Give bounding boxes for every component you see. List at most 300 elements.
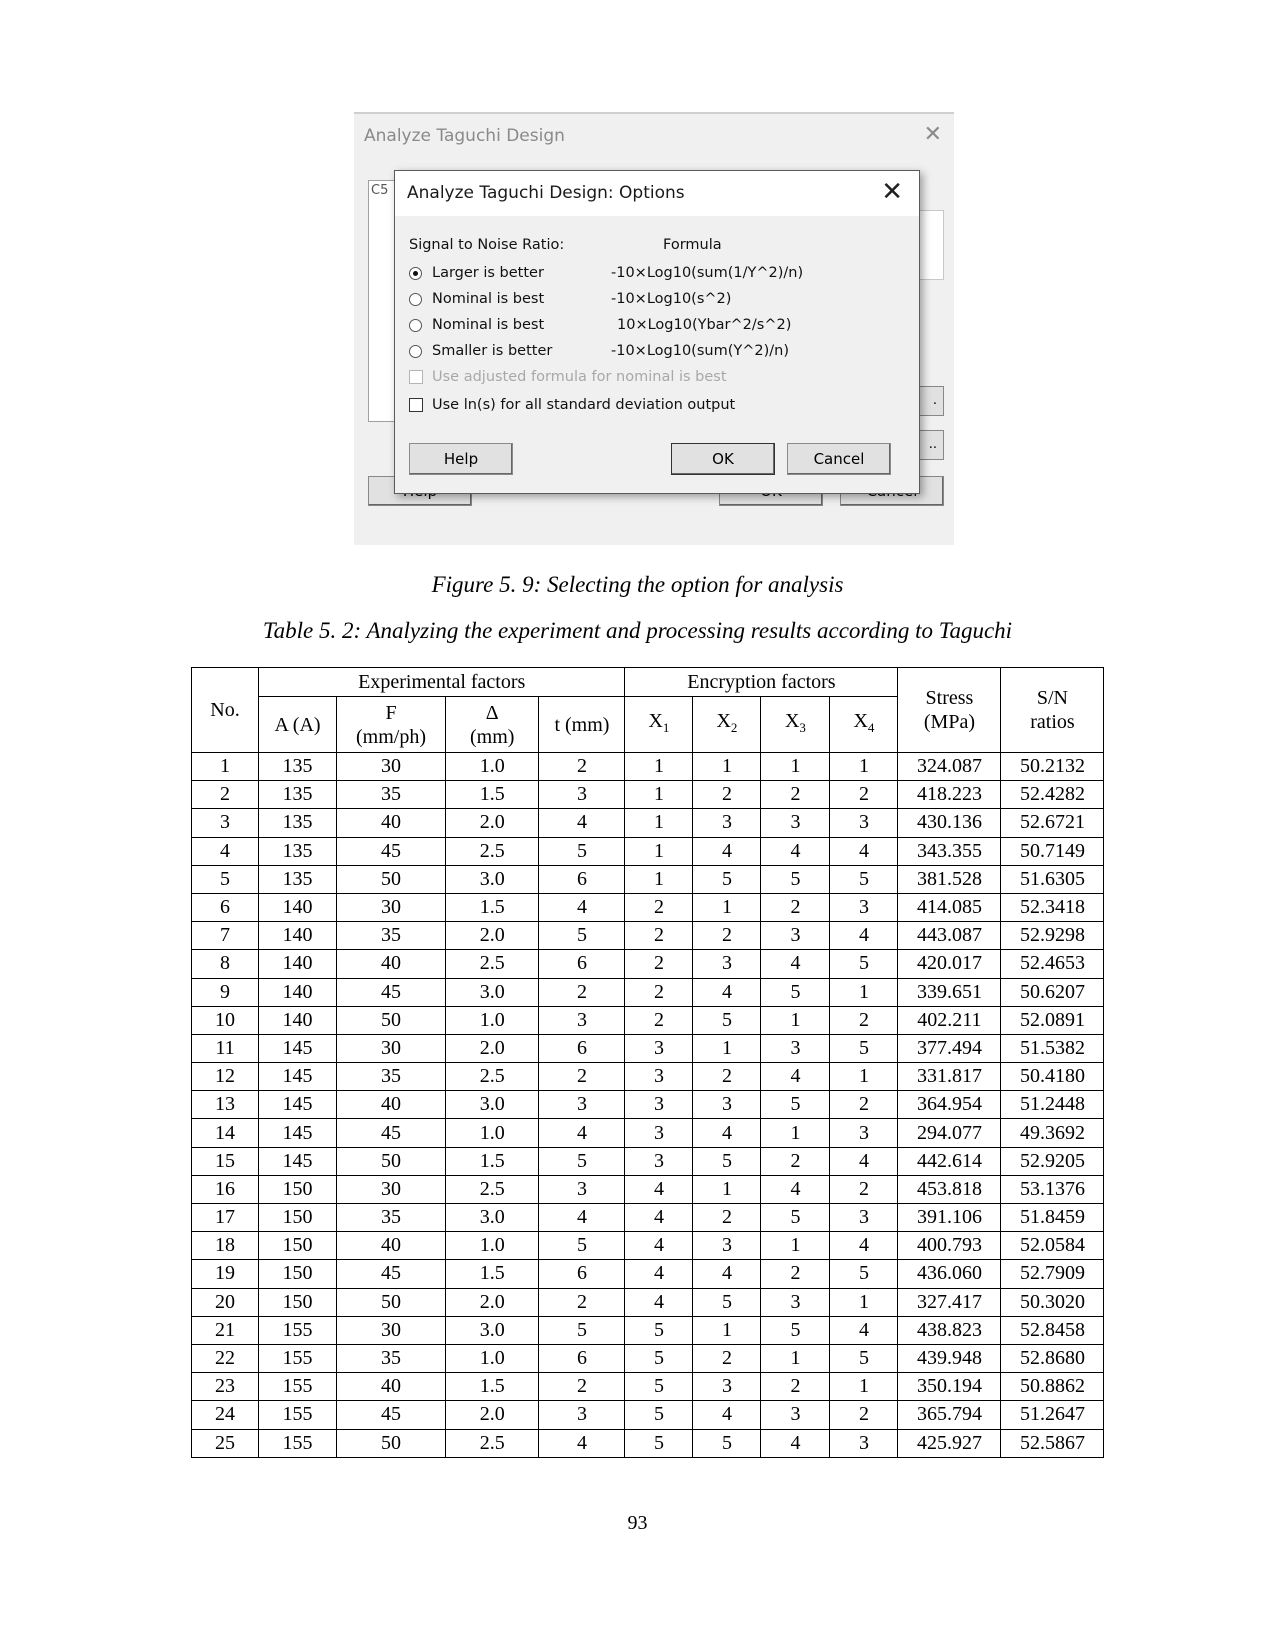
table-cell: 19 bbox=[192, 1260, 259, 1288]
table-cell: 15 bbox=[192, 1147, 259, 1175]
table-cell: 1 bbox=[625, 781, 693, 809]
table-cell: 3.0 bbox=[446, 865, 539, 893]
table-cell: 50 bbox=[337, 865, 446, 893]
outer-side-button-1[interactable]: . bbox=[902, 386, 944, 416]
help-button[interactable]: Help bbox=[409, 443, 513, 475]
table-cell: 140 bbox=[259, 1006, 337, 1034]
table-cell: 5 bbox=[761, 978, 830, 1006]
table-row bbox=[192, 893, 1104, 921]
table-cell: 414.085 bbox=[898, 893, 1001, 921]
table-cell: 4 bbox=[693, 978, 761, 1006]
table-cell: 1 bbox=[625, 753, 693, 781]
table-cell: 3 bbox=[761, 922, 830, 950]
table-cell: 50.3020 bbox=[1001, 1288, 1104, 1316]
table-cell: 1 bbox=[830, 1063, 898, 1091]
table-cell: 2.0 bbox=[446, 922, 539, 950]
table-cell: 3.0 bbox=[446, 1204, 539, 1232]
table-cell: 2 bbox=[761, 893, 830, 921]
table-cell: 2.5 bbox=[446, 837, 539, 865]
table-cell: 4 bbox=[625, 1204, 693, 1232]
table-cell: 145 bbox=[259, 1147, 337, 1175]
table-cell: 1.5 bbox=[446, 1373, 539, 1401]
checkbox-icon[interactable] bbox=[409, 398, 423, 412]
header-x1: $X_1$ bbox=[625, 697, 693, 753]
table-cell: 3 bbox=[830, 809, 898, 837]
table-cell: 4 bbox=[830, 1232, 898, 1260]
table-cell: 2 bbox=[625, 1006, 693, 1034]
table-cell: 150 bbox=[259, 1204, 337, 1232]
table-cell: 1.0 bbox=[446, 1344, 539, 1372]
table-row bbox=[192, 1344, 1104, 1372]
table-cell: 2 bbox=[539, 753, 625, 781]
table-cell: 52.8458 bbox=[1001, 1316, 1104, 1344]
header-stress: Stress (MPa) bbox=[898, 668, 1001, 753]
table-cell: 5 bbox=[830, 865, 898, 893]
table-cell: 4 bbox=[693, 837, 761, 865]
table-cell: 3 bbox=[830, 1204, 898, 1232]
table-cell: 5 bbox=[539, 1147, 625, 1175]
table-row bbox=[192, 1175, 1104, 1203]
table-cell: 5 bbox=[693, 865, 761, 893]
table-cell: 436.060 bbox=[898, 1260, 1001, 1288]
table-cell: 3 bbox=[625, 1147, 693, 1175]
table-cell: 11 bbox=[192, 1034, 259, 1062]
table-cell: 50.8862 bbox=[1001, 1373, 1104, 1401]
table-cell: 155 bbox=[259, 1401, 337, 1429]
table-cell: 442.614 bbox=[898, 1147, 1001, 1175]
list-item[interactable]: C5 bbox=[371, 183, 389, 198]
table-row bbox=[192, 1063, 1104, 1091]
close-icon[interactable]: ✕ bbox=[881, 177, 903, 207]
table-cell: 155 bbox=[259, 1429, 337, 1457]
header-encryption-factors: Encryption factors bbox=[625, 668, 898, 697]
formula-text: -10×Log10(s^2) bbox=[611, 291, 732, 307]
table-cell: 400.793 bbox=[898, 1232, 1001, 1260]
table-cell: 381.528 bbox=[898, 865, 1001, 893]
table-cell: 140 bbox=[259, 950, 337, 978]
table-cell: 4 bbox=[761, 837, 830, 865]
table-cell: 49.3692 bbox=[1001, 1119, 1104, 1147]
table-cell: 5 bbox=[539, 1232, 625, 1260]
options-dialog bbox=[394, 170, 920, 494]
table-cell: 3 bbox=[693, 950, 761, 978]
formula-text: 10×Log10(Ybar^2/s^2) bbox=[617, 317, 792, 333]
table-cell: 35 bbox=[337, 922, 446, 950]
ok-button[interactable]: OK bbox=[671, 443, 775, 475]
table-cell: 51.5382 bbox=[1001, 1034, 1104, 1062]
table-cell: 135 bbox=[259, 753, 337, 781]
table-cell: 30 bbox=[337, 893, 446, 921]
table-cell: 145 bbox=[259, 1063, 337, 1091]
table-cell: 52.5867 bbox=[1001, 1429, 1104, 1457]
dialog-screenshot bbox=[354, 112, 954, 543]
table-cell: 40 bbox=[337, 809, 446, 837]
header-experimental-factors: Experimental factors bbox=[259, 668, 625, 697]
table-row bbox=[192, 1260, 1104, 1288]
table-cell: 2 bbox=[625, 893, 693, 921]
table-cell: 4 bbox=[625, 1175, 693, 1203]
radio-checked-icon[interactable] bbox=[409, 267, 422, 280]
table-cell: 4 bbox=[761, 1063, 830, 1091]
table-cell: 2 bbox=[761, 1147, 830, 1175]
table-cell: 135 bbox=[259, 837, 337, 865]
table-cell: 5 bbox=[625, 1344, 693, 1372]
table-cell: 135 bbox=[259, 865, 337, 893]
table-cell: 4 bbox=[693, 1119, 761, 1147]
table-cell: 40 bbox=[337, 1091, 446, 1119]
figure-caption: Figure 5. 9: Selecting the option for analysis bbox=[431, 572, 844, 597]
table-cell: 1 bbox=[625, 809, 693, 837]
table-cell: 4 bbox=[830, 837, 898, 865]
table-cell: 430.136 bbox=[898, 809, 1001, 837]
table-row bbox=[192, 1147, 1104, 1175]
header-t: t (mm) bbox=[539, 697, 625, 753]
table-cell: 2 bbox=[625, 922, 693, 950]
table-cell: 439.948 bbox=[898, 1344, 1001, 1372]
table-cell: 3 bbox=[625, 1119, 693, 1147]
table-cell: 135 bbox=[259, 809, 337, 837]
table-cell: 4 bbox=[625, 1260, 693, 1288]
table-cell: 10 bbox=[192, 1006, 259, 1034]
table-cell: 331.817 bbox=[898, 1063, 1001, 1091]
header-sn-ratios: S/N ratios bbox=[1001, 668, 1104, 753]
table-cell: 2.5 bbox=[446, 1175, 539, 1203]
table-cell: 364.954 bbox=[898, 1091, 1001, 1119]
table-cell: 51.2647 bbox=[1001, 1401, 1104, 1429]
table-cell: 35 bbox=[337, 1204, 446, 1232]
table-cell: 5 bbox=[761, 1091, 830, 1119]
table-cell: 5 bbox=[761, 865, 830, 893]
table-cell: 50 bbox=[337, 1288, 446, 1316]
table-cell: 5 bbox=[539, 922, 625, 950]
table-cell: 2 bbox=[693, 922, 761, 950]
checkbox-adjusted-formula: Use adjusted formula for nominal is best bbox=[409, 369, 727, 385]
table-cell: 150 bbox=[259, 1232, 337, 1260]
table-cell: 2 bbox=[761, 1373, 830, 1401]
outer-side-button-2[interactable]: .. bbox=[902, 430, 944, 460]
table-cell: 53.1376 bbox=[1001, 1175, 1104, 1203]
table-row bbox=[192, 950, 1104, 978]
table-cell: 5 bbox=[625, 1373, 693, 1401]
table-cell: 2 bbox=[192, 781, 259, 809]
table-cell: 3 bbox=[625, 1063, 693, 1091]
table-cell: 51.6305 bbox=[1001, 865, 1104, 893]
table-cell: 3 bbox=[830, 1119, 898, 1147]
table-body bbox=[192, 753, 1104, 1458]
table-cell: 145 bbox=[259, 1119, 337, 1147]
table-cell: 3.0 bbox=[446, 978, 539, 1006]
table-cell: 35 bbox=[337, 1063, 446, 1091]
table-cell: 140 bbox=[259, 922, 337, 950]
table-cell: 5 bbox=[625, 1316, 693, 1344]
table-cell: 438.823 bbox=[898, 1316, 1001, 1344]
header-x2: $X_2$ bbox=[693, 697, 761, 753]
options-dialog-title: Analyze Taguchi Design: Options bbox=[407, 183, 685, 203]
table-cell: 52.6721 bbox=[1001, 809, 1104, 837]
table-cell: 327.417 bbox=[898, 1288, 1001, 1316]
table-cell: 418.223 bbox=[898, 781, 1001, 809]
table-cell: 50.4180 bbox=[1001, 1063, 1104, 1091]
table-cell: 343.355 bbox=[898, 837, 1001, 865]
table-row bbox=[192, 1288, 1104, 1316]
radio-nominal-is-best-2[interactable]: Nominal is best bbox=[409, 317, 544, 333]
table-cell: 1 bbox=[693, 1316, 761, 1344]
table-cell: 2 bbox=[830, 1401, 898, 1429]
table-row bbox=[192, 809, 1104, 837]
table-cell: 1 bbox=[830, 1373, 898, 1401]
table-cell: 4 bbox=[693, 1401, 761, 1429]
table-cell: 1 bbox=[761, 1344, 830, 1372]
table-cell: 1 bbox=[192, 753, 259, 781]
table-cell: 40 bbox=[337, 1373, 446, 1401]
table-row bbox=[192, 753, 1104, 781]
table-cell: 1 bbox=[625, 837, 693, 865]
table-cell: 2 bbox=[539, 978, 625, 1006]
table-cell: 5 bbox=[539, 1316, 625, 1344]
table-cell: 155 bbox=[259, 1373, 337, 1401]
table-row bbox=[192, 978, 1104, 1006]
table-cell: 2 bbox=[693, 1204, 761, 1232]
table-cell: 5 bbox=[539, 837, 625, 865]
table-cell: 52.0891 bbox=[1001, 1006, 1104, 1034]
table-row bbox=[192, 1429, 1104, 1457]
checkbox-use-ln-s[interactable]: Use ln(s) for all standard deviation output bbox=[409, 397, 735, 413]
table-cell: 1 bbox=[830, 753, 898, 781]
table-cell: 140 bbox=[259, 978, 337, 1006]
table-cell: 2.0 bbox=[446, 1401, 539, 1429]
sn-ratio-label: Signal to Noise Ratio: bbox=[409, 237, 565, 253]
table-cell: 23 bbox=[192, 1373, 259, 1401]
cancel-button[interactable]: Cancel bbox=[787, 443, 891, 475]
table-cell: 2.0 bbox=[446, 1288, 539, 1316]
table-cell: 365.794 bbox=[898, 1401, 1001, 1429]
table-cell: 52.4653 bbox=[1001, 950, 1104, 978]
table-cell: 22 bbox=[192, 1344, 259, 1372]
table-cell: 17 bbox=[192, 1204, 259, 1232]
table-cell: 1.0 bbox=[446, 1119, 539, 1147]
table-cell: 1 bbox=[761, 1232, 830, 1260]
table-cell: 1.5 bbox=[446, 893, 539, 921]
table-cell: 4 bbox=[539, 893, 625, 921]
table-cell: 2 bbox=[625, 950, 693, 978]
table-cell: 45 bbox=[337, 1119, 446, 1147]
table-cell: 5 bbox=[625, 1401, 693, 1429]
table-row bbox=[192, 1034, 1104, 1062]
table-cell: 4 bbox=[761, 1429, 830, 1457]
table-cell: 2 bbox=[693, 1063, 761, 1091]
table-cell: 3 bbox=[830, 1429, 898, 1457]
table-cell: 150 bbox=[259, 1288, 337, 1316]
radio-smaller-is-better[interactable]: Smaller is better bbox=[409, 343, 552, 359]
table-cell: 6 bbox=[192, 893, 259, 921]
table-cell: 2 bbox=[539, 1373, 625, 1401]
table-cell: 155 bbox=[259, 1316, 337, 1344]
table-cell: 1 bbox=[693, 893, 761, 921]
table-cell: 3 bbox=[761, 809, 830, 837]
header-a: A (A) bbox=[259, 697, 337, 753]
table-cell: 16 bbox=[192, 1175, 259, 1203]
page-number: 93 bbox=[627, 1512, 648, 1534]
table-cell: 339.651 bbox=[898, 978, 1001, 1006]
table-cell: 52.0584 bbox=[1001, 1232, 1104, 1260]
table-cell: 45 bbox=[337, 1260, 446, 1288]
table-cell: 51.8459 bbox=[1001, 1204, 1104, 1232]
header-x3: $X_3$ bbox=[761, 697, 830, 753]
radio-nominal-is-best-1[interactable]: Nominal is best bbox=[409, 291, 544, 307]
table-cell: 3.0 bbox=[446, 1316, 539, 1344]
table-cell: 50 bbox=[337, 1429, 446, 1457]
table-row bbox=[192, 1006, 1104, 1034]
table-cell: 3 bbox=[830, 893, 898, 921]
table-cell: 2 bbox=[625, 978, 693, 1006]
table-row bbox=[192, 781, 1104, 809]
table-cell: 3 bbox=[539, 1401, 625, 1429]
table-cell: 3 bbox=[625, 1034, 693, 1062]
table-cell: 3 bbox=[761, 1288, 830, 1316]
table-cell: 3 bbox=[625, 1091, 693, 1119]
table-cell: 5 bbox=[830, 950, 898, 978]
table-cell: 4 bbox=[693, 1260, 761, 1288]
table-cell: 1 bbox=[693, 1175, 761, 1203]
table-cell: 145 bbox=[259, 1034, 337, 1062]
table-cell: 425.927 bbox=[898, 1429, 1001, 1457]
table-cell: 51.2448 bbox=[1001, 1091, 1104, 1119]
table-row bbox=[192, 922, 1104, 950]
table-cell: 1 bbox=[693, 753, 761, 781]
table-cell: 3 bbox=[539, 781, 625, 809]
table-cell: 2.5 bbox=[446, 1063, 539, 1091]
table-cell: 4 bbox=[192, 837, 259, 865]
table-cell: 45 bbox=[337, 837, 446, 865]
table-cell: 1 bbox=[830, 978, 898, 1006]
header-no: No. bbox=[192, 668, 259, 753]
table-row bbox=[192, 1091, 1104, 1119]
table-cell: 3 bbox=[761, 1034, 830, 1062]
table-cell: 45 bbox=[337, 1401, 446, 1429]
table-cell: 4 bbox=[625, 1232, 693, 1260]
table-cell: 1 bbox=[761, 1006, 830, 1034]
radio-icon[interactable] bbox=[409, 319, 422, 332]
table-cell: 3 bbox=[693, 1373, 761, 1401]
table-cell: 140 bbox=[259, 893, 337, 921]
table-cell: 135 bbox=[259, 781, 337, 809]
table-cell: 453.818 bbox=[898, 1175, 1001, 1203]
table-cell: 3 bbox=[192, 809, 259, 837]
table-row bbox=[192, 865, 1104, 893]
formula-text: -10×Log10(sum(Y^2)/n) bbox=[611, 343, 789, 359]
table-cell: 50 bbox=[337, 1006, 446, 1034]
table-cell: 391.106 bbox=[898, 1204, 1001, 1232]
table-cell: 9 bbox=[192, 978, 259, 1006]
table-cell: 14 bbox=[192, 1119, 259, 1147]
table-cell: 4 bbox=[625, 1288, 693, 1316]
table-cell: 2 bbox=[539, 1288, 625, 1316]
table-cell: 1 bbox=[693, 1034, 761, 1062]
header-x4: $X_4$ bbox=[830, 697, 898, 753]
table-cell: 1 bbox=[761, 1119, 830, 1147]
table-cell: 35 bbox=[337, 1344, 446, 1372]
table-cell: 6 bbox=[539, 865, 625, 893]
table-cell: 150 bbox=[259, 1175, 337, 1203]
table-cell: 20 bbox=[192, 1288, 259, 1316]
table-cell: 6 bbox=[539, 950, 625, 978]
table-cell: 18 bbox=[192, 1232, 259, 1260]
table-cell: 402.211 bbox=[898, 1006, 1001, 1034]
outer-dialog-title: Analyze Taguchi Design bbox=[364, 126, 565, 146]
options-titlebar bbox=[395, 171, 919, 216]
table-cell: 350.194 bbox=[898, 1373, 1001, 1401]
table-cell: 6 bbox=[539, 1260, 625, 1288]
table-cell: 24 bbox=[192, 1401, 259, 1429]
table-cell: 50.6207 bbox=[1001, 978, 1104, 1006]
table-cell: 5 bbox=[830, 1260, 898, 1288]
table-cell: 5 bbox=[761, 1204, 830, 1232]
table-cell: 1.0 bbox=[446, 1232, 539, 1260]
table-cell: 3 bbox=[539, 1006, 625, 1034]
table-cell: 5 bbox=[761, 1316, 830, 1344]
table-cell: 1.5 bbox=[446, 1147, 539, 1175]
table-cell: 3.0 bbox=[446, 1091, 539, 1119]
table-cell: 5 bbox=[830, 1344, 898, 1372]
table-cell: 2 bbox=[830, 1175, 898, 1203]
table-cell: 50 bbox=[337, 1147, 446, 1175]
table-row bbox=[192, 1119, 1104, 1147]
table-cell: 1.5 bbox=[446, 1260, 539, 1288]
table-cell: 50.7149 bbox=[1001, 837, 1104, 865]
table-cell: 45 bbox=[337, 978, 446, 1006]
table-cell: 2.5 bbox=[446, 950, 539, 978]
table-cell: 4 bbox=[539, 1204, 625, 1232]
table-cell: 12 bbox=[192, 1063, 259, 1091]
outer-close-icon[interactable]: ✕ bbox=[923, 122, 942, 147]
radio-larger-is-better[interactable]: Larger is better bbox=[409, 265, 544, 281]
table-cell: 6 bbox=[539, 1344, 625, 1372]
table-cell: 30 bbox=[337, 1316, 446, 1344]
table-cell: 5 bbox=[693, 1147, 761, 1175]
table-row bbox=[192, 1232, 1104, 1260]
table-cell: 4 bbox=[539, 1119, 625, 1147]
radio-icon[interactable] bbox=[409, 345, 422, 358]
table-cell: 52.3418 bbox=[1001, 893, 1104, 921]
table-cell: 5 bbox=[192, 865, 259, 893]
table-cell: 5 bbox=[625, 1429, 693, 1457]
table-cell: 3 bbox=[539, 1091, 625, 1119]
table-row bbox=[192, 837, 1104, 865]
table-cell: 35 bbox=[337, 781, 446, 809]
table-cell: 2 bbox=[830, 1091, 898, 1119]
table-cell: 6 bbox=[539, 1034, 625, 1062]
table-cell: 4 bbox=[761, 1175, 830, 1203]
table-cell: 25 bbox=[192, 1429, 259, 1457]
table-cell: 1 bbox=[830, 1288, 898, 1316]
table-cell: 30 bbox=[337, 753, 446, 781]
table-cell: 145 bbox=[259, 1091, 337, 1119]
table-row bbox=[192, 1316, 1104, 1344]
table-cell: 2 bbox=[830, 1006, 898, 1034]
formula-header: Formula bbox=[663, 237, 722, 253]
table-cell: 2 bbox=[693, 781, 761, 809]
table-cell: 5 bbox=[830, 1034, 898, 1062]
table-cell: 40 bbox=[337, 950, 446, 978]
table-cell: 13 bbox=[192, 1091, 259, 1119]
table-cell: 420.017 bbox=[898, 950, 1001, 978]
table-cell: 52.4282 bbox=[1001, 781, 1104, 809]
table-cell: 5 bbox=[693, 1006, 761, 1034]
radio-icon[interactable] bbox=[409, 293, 422, 306]
table-cell: 2 bbox=[761, 781, 830, 809]
table-cell: 40 bbox=[337, 1232, 446, 1260]
table-row bbox=[192, 1373, 1104, 1401]
